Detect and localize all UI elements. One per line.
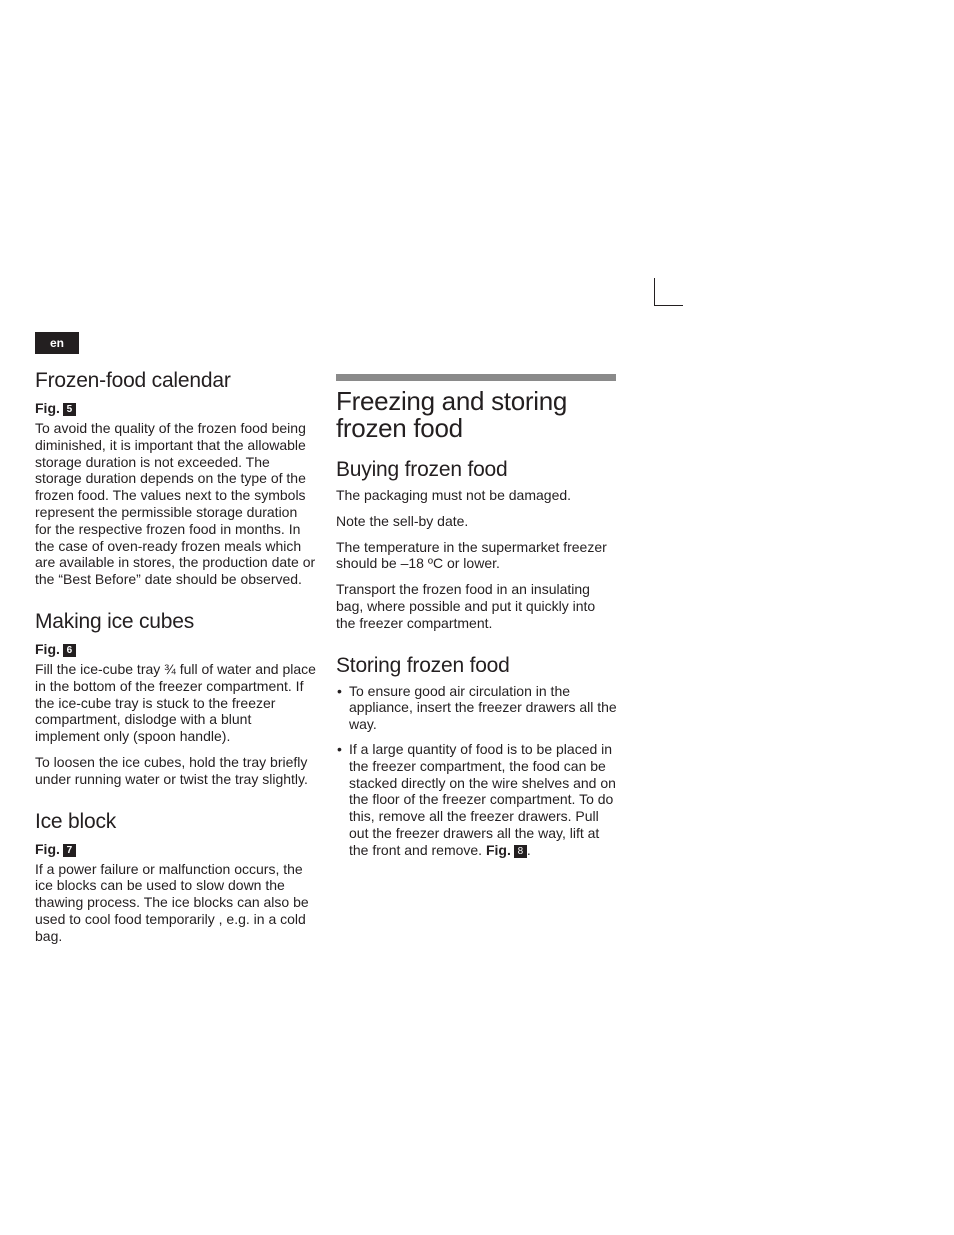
fig-number: 7 [63,844,76,857]
figure-reference [35,841,317,857]
list-item-text: To ensure good air circulation in the appliance, insert the freezer drawers all the way. [349,682,617,733]
body-text: Fill the ice-cube tray ¾ full of water and place in the bottom of the freezer compartment. If the ice-cube tray is stuck to the freezer compartment, dislodge with a blunt implement only (spoon handle). [35,660,316,745]
body-text: If a power failure or malfunction occurs, the ice blocks can be used to slow down the thawing process. The ice blocks can also be used to cool food temporarily , e.g. in a cold bag. [35,860,309,944]
language-tab: en [35,332,79,354]
section-title: Making ice cubes [35,609,195,633]
body-text: Note the sell-by date. [336,512,469,529]
section-title: Ice block [35,809,117,833]
section-title: Buying frozen food [336,458,508,481]
section-title: Storing frozen food [336,653,510,677]
body-text: To avoid the quality of the frozen food being diminished, it is important that the allowable storage duration is not exceeded. The storage duration depends on the type of the frozen food. The values next to the symbols represent the permissible storage duration for the respective frozen food in months. In the case of oven-ready frozen meals which are available in stores, the production date or the “Best Before” date should be observed. [35,420,316,588]
inline-fig-label: Fig. [485,841,511,858]
left-column [35,368,317,945]
frozen-food-calendar-section [35,368,317,588]
fig-number: 6 [63,644,76,657]
body-text: Transport the frozen food in an insulating bag, where possible and put it quickly into the freezer compartment. [336,581,596,631]
chapter-rule [336,374,616,381]
body-text: The temperature in the supermarket freezer should be –18 ºC or lower. [336,538,607,572]
fig-label: Fig. [35,400,60,416]
fig-label: Fig. [35,840,60,857]
figure-reference [35,400,317,416]
fig-number: 5 [63,403,76,416]
figure-reference [35,641,317,657]
section-title: Frozen-food calendar [35,369,231,392]
list-item [336,741,618,859]
list-item [336,683,618,733]
fig-label: Fig. [35,640,60,657]
body-text: To loosen the ice cubes, hold the tray briefly under running water or twist the tray slightly. [35,753,308,787]
making-ice-cubes-section [35,609,317,788]
body-text: The packaging must not be damaged. [336,487,572,503]
right-column [336,388,618,867]
fig-number: 8 [514,845,527,858]
list-item-text: If a large quantity of food is to be placed in the freezer compartment, the food can be stacked directly on the wire shelves and on the floor of the freezer compartment. To do this, remove all the freezer drawers. Pull out the freezer drawers all the way, lift at the front and remove. [349,740,616,858]
ice-block-section [35,809,317,945]
storing-frozen-food-section [336,653,618,859]
buying-frozen-food-section [336,457,618,632]
list-item-end: . [526,841,531,858]
chapter-title: Freezing and storing frozen food [336,386,568,443]
bullet-list [336,683,618,859]
crop-mark [654,278,683,306]
